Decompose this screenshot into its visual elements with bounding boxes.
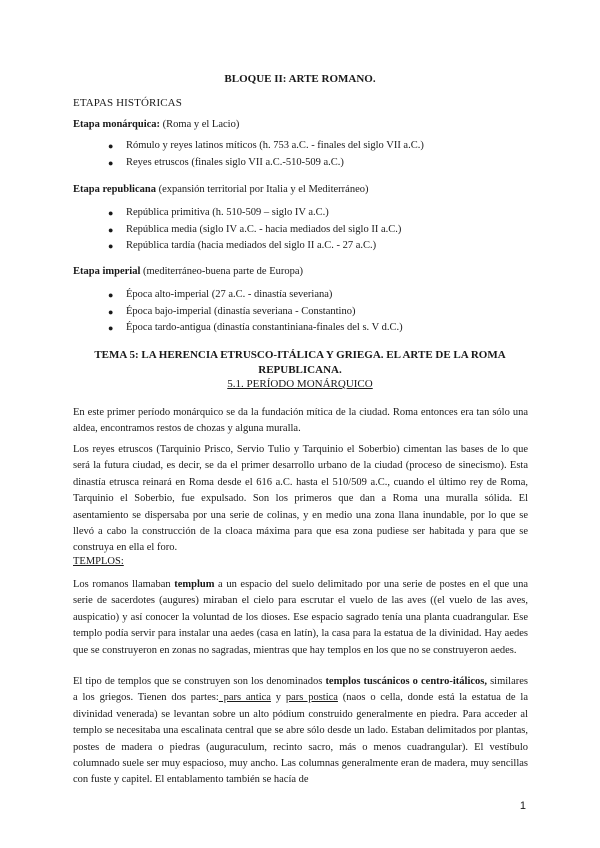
- paragraph: Los reyes etruscos (Tarquinio Prisco, Servio Tulio y Tarquinio el Soberbio) cimentan las bases de lo que será la futura ciudad, es decir, se da el primer desarrollo urbano de la ciudad (proceso de sinecismo). Esta dinastía etrusca reinará en Roma desde el 616 a.C. hasta el 510/509 a.C., cuando el último rey de Roma, Tarquinio el Soberbio, fue expulsado. Son los primeros que dan a Roma una muralla sólida. El asentamiento se dispersaba por una serie de colinas, y en medio una zona llana inundable, por lo que se llevó a cabo la construcción de la cloaca máxima para que esa zona pudiese ser habitada y para que se construya en ella el foro.: [73, 444, 528, 554]
- section-label: ETAPAS HISTÓRICAS: [73, 97, 182, 109]
- paragraph: Los romanos llamaban templum a un espacio del suelo delimitado por una serie de postes en el que una serie de sacerdotes (augures) miraban el cielo para escrutar el vuelo de las aves ((el vuelo de las aves, auspicatio) y así conocer la voluntad de los dioses. Ese espacio sagrado tenía una planta cuadrangular. Ese templo podía servir para instalar una aedes (casa en latín), la casa para la estatua de la divinidad. Hay aedes que se construyeron en zonas no sagradas, mientras que hay templos en los que no se construyeron aedes.: [73, 579, 528, 656]
- bullet-icon: ●: [108, 208, 114, 218]
- era-list: [108, 287, 403, 337]
- list-item: ● Época tardo-antigua (dinastía constantiniana-finales del s. V d.C.): [108, 320, 403, 337]
- era-name: Etapa republicana: [73, 184, 156, 195]
- temples-heading: TEMPLOS:: [73, 556, 124, 567]
- era-name: Etapa imperial: [73, 266, 141, 277]
- chapter-title: TEMA 5: LA HERENCIA ETRUSCO-ITÁLICA Y GRIEGA. EL ARTE DE LA ROMA REPUBLICANA.: [94, 349, 506, 376]
- era-desc: (Roma y el Lacio): [160, 119, 240, 130]
- bullet-icon: ●: [108, 323, 114, 333]
- page-title: BLOQUE II: ARTE ROMANO.: [224, 73, 376, 85]
- era-heading: [73, 184, 369, 195]
- term-temple-type: templos tuscánicos o centro-itálicos,: [325, 676, 488, 687]
- bullet-icon: ●: [108, 157, 114, 168]
- bullet-icon: ●: [108, 224, 114, 235]
- list-item: ● Rómulo y reyes latinos míticos (h. 753 a.C. - finales del siglo VII a.C.): [108, 138, 424, 155]
- list-item: ● República primitiva (h. 510-509 – siglo IV a.C.): [108, 205, 401, 222]
- paragraph: En este primer período monárquico se da la fundación mítica de la ciudad. Roma entonces era tan sólo una aldea, encontramos restos de chozas y alguna muralla.: [73, 407, 528, 435]
- bullet-icon: ●: [108, 141, 114, 151]
- era-desc: (expansión territorial por Italia y el Mediterráneo): [155, 184, 369, 195]
- era-name: Etapa monárquica:: [73, 119, 161, 130]
- list-item: ● República tardía (hacia mediados del siglo II a.C. - 27 a.C.): [108, 238, 401, 255]
- term-pars-antica: pars antica: [218, 692, 271, 704]
- term-pars-postica: pars postica: [285, 692, 338, 704]
- page-number: 1: [519, 800, 526, 812]
- paragraph: El tipo de templos que se construyen son los denominados templos tuscánicos o centro-itálicos, similares a los griegos. Tienen dos partes: pars antica y pars postica (naos o cella, donde está la estatua de la divinidad venerada) se levantan sobre un alto pódium construido generalmente en piedra. Para acceder al templo se necesitaba una escalinata central que se abre sólo desde un lado. Estaban delimitados por plantas, postes de madera o piedras (auguraculum, recinto sacro, más o menos cuadrangular). El vestíbulo columnado suele ser muy espacioso, muy ancho. Las columnas generalmente eran de madera, muy sencillas con fuste y capitel. El entablamento también se hacía de: [73, 676, 529, 786]
- era-list: [108, 205, 401, 255]
- subsection-title: 5.1. PERÍODO MONÁRQUICO: [227, 378, 373, 390]
- list-item: ● Reyes etruscos (finales siglo VII a.C.-510-509 a.C.): [108, 155, 424, 172]
- bullet-icon: ●: [108, 306, 114, 317]
- bullet-icon: ●: [108, 290, 114, 300]
- term-templum: templum: [174, 579, 215, 590]
- era-heading: [73, 266, 303, 277]
- era-desc: (mediterráneo-buena parte de Europa): [140, 266, 304, 277]
- list-item: ● Época bajo-imperial (dinastía severiana - Constantino): [108, 304, 403, 321]
- bullet-icon: ●: [108, 241, 114, 251]
- list-item: ● Época alto-imperial (27 a.C. - dinastía severiana): [108, 287, 403, 304]
- list-item: ● República media (siglo IV a.C. - hacia mediados del siglo II a.C.): [108, 222, 401, 239]
- era-heading: [73, 119, 239, 130]
- era-list: [108, 138, 424, 171]
